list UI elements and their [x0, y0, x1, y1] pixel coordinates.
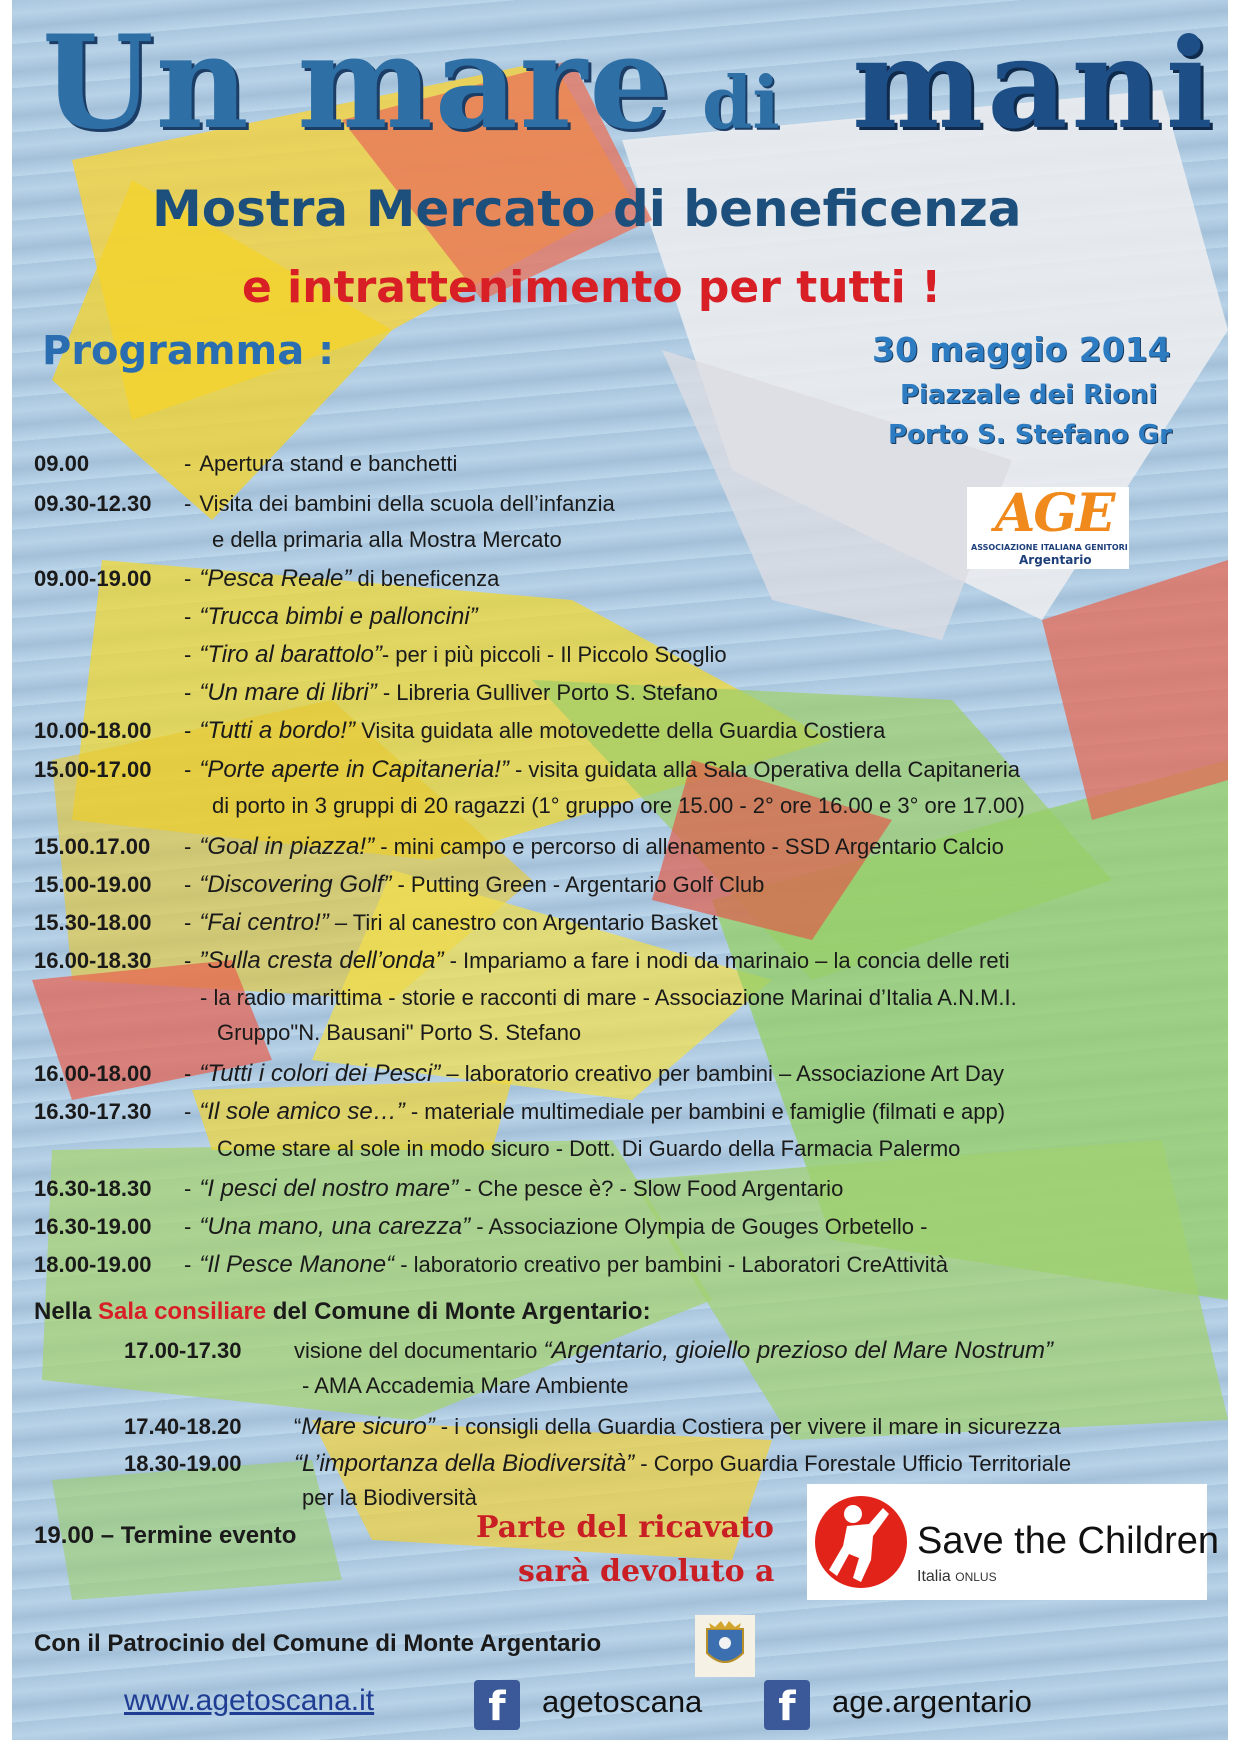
schedule-time: 16.30-17.30 — [34, 1099, 152, 1124]
schedule-desc: e della primaria alla Mostra Mercato — [212, 527, 562, 552]
schedule-title: “Trucca bimbi e palloncini” — [199, 603, 478, 630]
termine-evento — [34, 1522, 296, 1550]
sala-prefix: Nella — [34, 1298, 99, 1325]
schedule-time: 15.00-17.00 — [34, 757, 152, 782]
schedule-title: “Tutti i colori dei Pesci” — [199, 1060, 441, 1087]
schedule-desc: Apertura stand e banchetti — [199, 451, 458, 476]
stc-name: Save the Children — [917, 1520, 1220, 1562]
sala-desc: “ — [294, 1414, 302, 1439]
comune-crest-icon — [695, 1615, 755, 1677]
donation-line2: sarà devoluto a — [518, 1554, 775, 1589]
sala-title: Mare sicuro” — [301, 1413, 435, 1440]
schedule-row — [34, 490, 615, 518]
save-the-children-logo — [807, 1484, 1220, 1600]
schedule-sep: - — [184, 1252, 192, 1277]
schedule-time: 10.00-18.00 — [34, 718, 152, 743]
sala-row — [302, 1372, 629, 1400]
schedule-title: “Tutti a bordo!” — [199, 717, 355, 744]
schedule-title: “Discovering Golf” — [199, 871, 392, 898]
facebook-icon-1[interactable]: f — [474, 1680, 520, 1730]
schedule-sep: - — [184, 1099, 192, 1124]
schedule-desc: – Tiri al canestro con Argentario Basket — [328, 910, 718, 935]
schedule-sep: - — [184, 1061, 192, 1086]
schedule-desc: - Libreria Gulliver Porto S. Stefano — [376, 680, 718, 705]
schedule-time: 18.00-19.00 — [34, 1252, 152, 1277]
schedule-row — [34, 1251, 948, 1279]
schedule-row — [34, 641, 727, 669]
schedule-desc: - Impariamo a fare i nodi da marinaio – la concia delle reti — [443, 948, 1010, 973]
schedule-title: “Goal in piazza!” — [199, 833, 375, 860]
schedule-row — [34, 1098, 1005, 1126]
sala-suffix: del Comune di Monte Argentario: — [266, 1298, 651, 1325]
sala-row — [124, 1450, 1071, 1478]
schedule-sep: - — [184, 872, 192, 897]
schedule-title: “Il sole amico se…” — [199, 1098, 405, 1125]
subtitle-mostra: Mostra Mercato di beneficenza — [152, 180, 1022, 238]
background-shapes — [12, 0, 1228, 1740]
schedule-row — [34, 947, 1010, 975]
sala-time: 17.40-18.20 — [124, 1414, 242, 1439]
schedule-desc: - materiale multimediale per bambini e famiglie (filmati e app) — [404, 1099, 1006, 1124]
sala-tail: - i consigli della Guardia Costiera per vivere il mare in sicurezza — [434, 1414, 1061, 1439]
subtitle-intrattenimento: e intrattenimento per tutti ! — [242, 262, 942, 313]
sala-time: 17.00-17.30 — [124, 1338, 242, 1363]
sala-title: “Argentario, gioiello prezioso del Mare Nostrum” — [543, 1337, 1054, 1364]
schedule-title: “Porte aperte in Capitaneria!” — [199, 756, 509, 783]
schedule-sep: - — [184, 757, 192, 782]
sala-heading — [34, 1298, 651, 1326]
schedule-sep: - — [184, 1214, 192, 1239]
event-place: Piazzale dei Rioni — [900, 380, 1158, 410]
schedule-title: “Tiro al barattolo” — [199, 641, 382, 668]
schedule-desc: di beneficenza — [351, 566, 500, 591]
schedule-row — [34, 833, 1004, 861]
schedule-row — [34, 679, 718, 707]
schedule-time: 16.00-18.30 — [34, 948, 152, 973]
stc-child-icon — [813, 1494, 909, 1590]
sala-row — [124, 1337, 1053, 1365]
event-date: 30 maggio 2014 — [872, 330, 1171, 369]
schedule-desc: - Associazione Olympia de Gouges Orbetello - — [470, 1214, 928, 1239]
stc-sub-onlus: ONLUS — [955, 1570, 997, 1584]
sala-row — [124, 1413, 1061, 1441]
stc-sub — [917, 1568, 997, 1586]
schedule-time: 09.30-12.30 — [34, 491, 152, 516]
age-logo-mark: AGE — [995, 483, 1114, 544]
schedule-title: “I pesci del nostro mare” — [199, 1175, 459, 1202]
age-logo — [967, 483, 1129, 569]
age-logo-line2: Argentario — [1019, 553, 1092, 567]
patrocinio: Con il Patrocinio del Comune di Monte Argentario — [34, 1630, 602, 1657]
sala-highlight: Sala consiliare — [98, 1298, 267, 1325]
schedule-title: “Il Pesce Manone“ — [199, 1251, 395, 1278]
schedule-desc: di porto in 3 gruppi di 20 ragazzi (1° gruppo ore 15.00 - 2° ore 16.00 e 3° ore 17.00) — [212, 793, 1025, 818]
schedule-desc: - visita guidata alla Sala Operativa della Capitaneria — [508, 757, 1021, 782]
sala-row — [302, 1484, 477, 1512]
schedule-sep: - — [184, 642, 192, 667]
schedule-sep: - — [184, 680, 192, 705]
website-link[interactable]: www.agetoscana.it — [124, 1684, 375, 1717]
schedule-desc: - Che pesce è? - Slow Food Argentario — [458, 1176, 844, 1201]
title-di: di — [702, 60, 780, 145]
facebook-icon-2[interactable]: f — [764, 1680, 810, 1730]
schedule-row — [34, 871, 764, 899]
schedule-sep: - — [184, 718, 192, 743]
schedule-title: “Pesca Reale” — [199, 565, 352, 592]
schedule-desc: Come stare al sole in modo sicuro - Dott. Di Guardo della Farmacia Palermo — [217, 1136, 961, 1161]
stc-sub-italia: Italia — [917, 1568, 951, 1585]
schedule-title: “Un mare di libri” — [199, 679, 377, 706]
termine-label: – Termine evento — [94, 1522, 297, 1549]
title-un-mare: Un mare — [42, 8, 673, 158]
schedule-row — [212, 793, 1025, 819]
schedule-row — [34, 1175, 843, 1203]
schedule-time: 15.30-18.00 — [34, 910, 152, 935]
schedule-time: 09.00 — [34, 451, 90, 476]
event-town: Porto S. Stefano Gr — [888, 420, 1172, 450]
schedule-sep: - — [184, 491, 192, 516]
schedule-row — [34, 603, 478, 631]
schedule-desc: – laboratorio creativo per bambini – Associazione Art Day — [440, 1061, 1005, 1086]
sala-desc: - AMA Accademia Mare Ambiente — [302, 1373, 629, 1398]
schedule-time: 16.00-18.00 — [34, 1061, 152, 1086]
schedule-desc: - laboratorio creativo per bambini - Laboratori CreAttività — [394, 1252, 949, 1277]
schedule-time: 09.00-19.00 — [34, 566, 152, 591]
schedule-sep: - — [184, 566, 192, 591]
schedule-row — [217, 1136, 960, 1162]
facebook-age-argentario[interactable]: age.argentario — [832, 1684, 1032, 1719]
schedule-desc: - per i più piccoli - Il Piccolo Scoglio — [381, 642, 727, 667]
schedule-time: 15.00-19.00 — [34, 872, 152, 897]
schedule-row — [34, 565, 499, 593]
facebook-agetoscana[interactable]: agetoscana — [542, 1684, 703, 1719]
schedule-time: 16.30-18.30 — [34, 1176, 152, 1201]
age-logo-line1: ASSOCIAZIONE ITALIANA GENITORI — [971, 543, 1128, 552]
schedule-row — [34, 1060, 1004, 1088]
schedule-desc: Visita guidata alle motovedette della Guardia Costiera — [354, 718, 886, 743]
sala-desc: per la Biodiversità — [302, 1485, 477, 1510]
schedule-desc: - la radio marittima - storie e racconti di mare - Associazione Marinai d’Italia A.N.M.I. — [200, 985, 1017, 1010]
schedule-sep: - — [184, 451, 192, 476]
schedule-title: “Fai centro!” — [199, 909, 329, 936]
termine-time: 19.00 — [34, 1522, 95, 1549]
schedule-row — [200, 985, 1017, 1011]
schedule-sep: - — [184, 1176, 192, 1201]
schedule-time: 15.00.17.00 — [34, 834, 151, 859]
schedule-row — [212, 527, 562, 553]
schedule-sep: - — [184, 948, 192, 973]
schedule-row — [34, 756, 1020, 784]
schedule-desc: Visita dei bambini della scuola dell’infanzia — [199, 491, 615, 516]
schedule-row — [34, 1213, 927, 1241]
poster — [12, 0, 1228, 1740]
schedule-row — [34, 909, 718, 937]
schedule-desc: - Putting Green - Argentario Golf Club — [391, 872, 765, 897]
sala-time: 18.30-19.00 — [124, 1451, 242, 1476]
schedule-sep: - — [184, 604, 192, 629]
schedule-title: ”Sulla cresta dell’onda” — [199, 947, 444, 974]
schedule-row — [34, 717, 885, 745]
schedule-row — [34, 450, 457, 478]
schedule-desc: Gruppo"N. Bausani" Porto S. Stefano — [217, 1020, 582, 1045]
schedule-desc: - mini campo e percorso di allenamento - SSD Argentario Calcio — [374, 834, 1004, 859]
schedule-title: “Una mano, una carezza” — [199, 1213, 471, 1240]
sala-title: “L’importanza della Biodiversità” — [294, 1450, 635, 1477]
title-mani: mani — [852, 12, 1217, 157]
schedule-sep: - — [184, 834, 192, 859]
sala-desc: visione del documentario — [294, 1338, 544, 1363]
schedule-row — [217, 1020, 581, 1046]
sala-tail: - Corpo Guardia Forestale Ufficio Territoriale — [634, 1451, 1072, 1476]
schedule-sep: - — [184, 910, 192, 935]
programma-heading: Programma : — [42, 328, 335, 374]
schedule-time: 16.30-19.00 — [34, 1214, 152, 1239]
donation-line1: Parte del ricavato — [476, 1510, 774, 1545]
